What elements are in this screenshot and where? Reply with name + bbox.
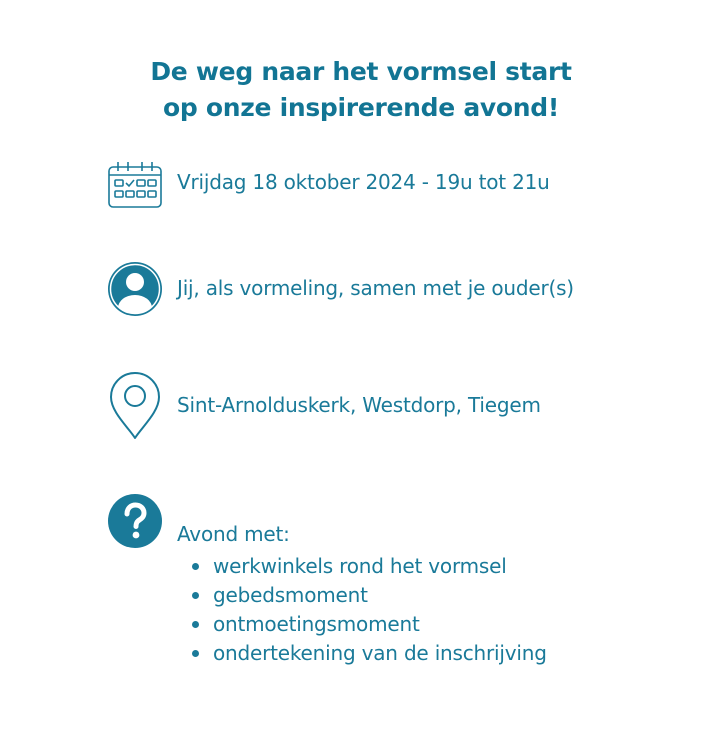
calendar-icon [108, 160, 162, 208]
program-heading: Avond met: [177, 522, 290, 546]
program-list [213, 552, 547, 668]
bullet [192, 650, 199, 657]
list-item-text: ondertekening van de inschrijving [213, 641, 547, 665]
title-line-1: De weg naar het vormsel start [150, 57, 572, 86]
list-item-text: ontmoetingsmoment [213, 612, 420, 636]
list-item [213, 610, 547, 639]
question-icon [108, 494, 162, 548]
person-icon [108, 262, 162, 316]
bullet [192, 563, 199, 570]
list-item-text: gebedsmoment [213, 583, 368, 607]
bullet [192, 621, 199, 628]
list-item [213, 552, 547, 581]
list-item [213, 639, 547, 668]
location-text: Sint-Arnolduskerk, Westdorp, Tiegem [177, 393, 541, 417]
map-pin-icon [108, 372, 162, 440]
bullet [192, 592, 199, 599]
audience-text: Jij, als vormeling, samen met je ouder(s) [177, 276, 574, 300]
list-item [213, 581, 547, 610]
date-text: Vrijdag 18 oktober 2024 - 19u tot 21u [177, 170, 550, 194]
list-item-text: werkwinkels rond het vormsel [213, 554, 507, 578]
title-line-2: op onze inspirerende avond! [163, 93, 559, 122]
page-title [0, 54, 722, 126]
